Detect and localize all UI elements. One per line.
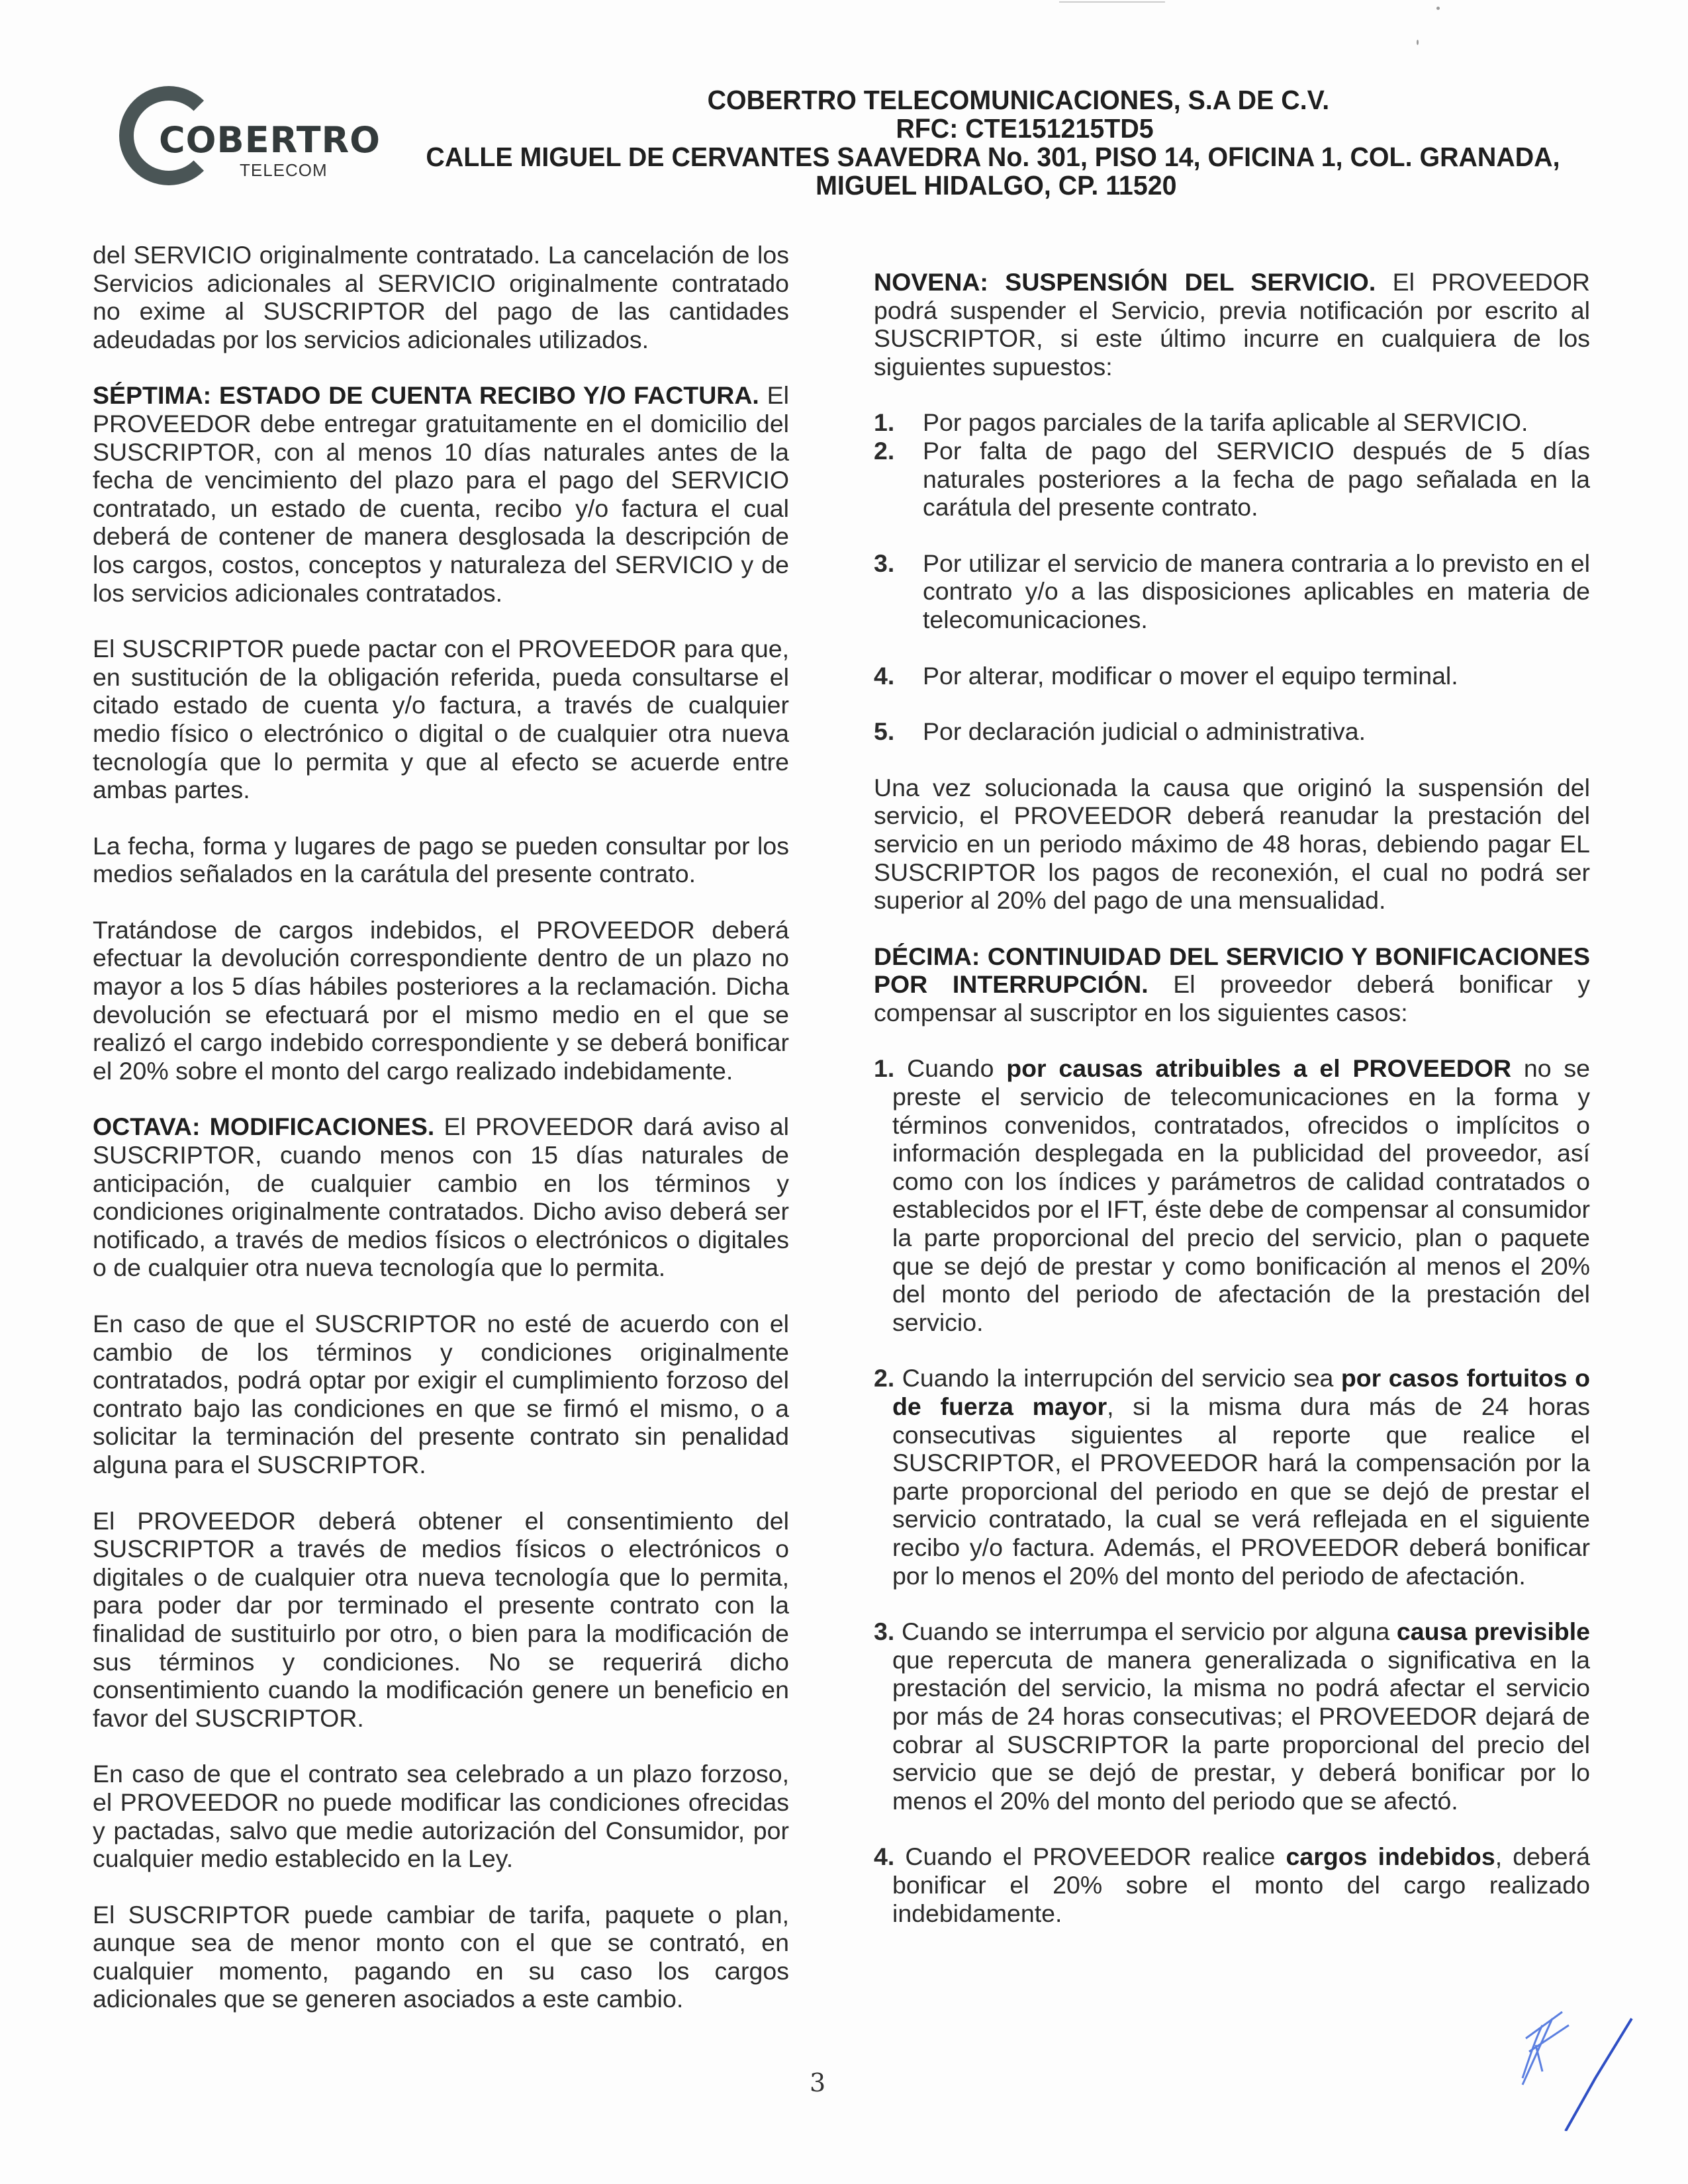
paragraph-consentimiento: El PROVEEDOR deberá obtener el consentimiento del SUSCRIPTOR a través de medios físicos o electrónicos o digitales o de cualquier otra nueva tecnología que lo permita, para poder dar por terminado el presente contrato con la finalidad de sustituirlo por otro, o bien para la modificación de sus términos y condiciones. No se requerirá dicho consentimiento cuando la modificación genere un beneficio en favor del SUSCRIPTOR. [93, 1506, 789, 1732]
letterhead [396, 86, 1591, 200]
suspension-item: 3. Por utilizar el servicio de manera contraria a lo previsto en el contrato y/o a las disposiciones aplicables en materia de telecomunicaciones. [874, 549, 1590, 633]
suspension-item: 2. Por falta de pago del SERVICIO después de 5 días naturales posteriores a la fecha de pago señalada en la carátula del presente contrato. [874, 436, 1590, 522]
suspension-item: 4. Por alterar, modificar o mover el equipo terminal. [874, 661, 1458, 690]
left-column [93, 241, 789, 2041]
logo-sub-text: TELECOM [240, 160, 328, 180]
suspension-list [874, 408, 1590, 745]
signature-initials-icon [1516, 1999, 1648, 2131]
clause-novena [874, 268, 1590, 381]
bonificacion-item: 2. Cuando la interrupción del servicio sea por casos fortuitos o de fuerza mayor, si la misma dura más de 24 horas consecutivas siguientes al reporte que realice el SUSCRIPTOR, el PROVEEDOR hará la compensación por la parte proporcional del periodo en que se dejó de prestar el servicio contratado, la cual se verá reflejada en el siguiente recibo y/o factura. Además, el PROVEEDOR deberá bonificar por lo menos el 20% del monto del periodo de afectación. [874, 1364, 1590, 1590]
scan-speck [1417, 40, 1419, 45]
clause-octava [93, 1113, 789, 1282]
bonificacion-list [874, 1054, 1590, 1927]
bonificacion-item: 3. Cuando se interrumpa el servicio por alguna causa previsible que repercuta de manera generalizada o significativa en la prestación del servicio, la misma no podrá afectar el servicio por más de 24 horas consecutivas; el PROVEEDOR dejará de cobrar al SUSCRIPTOR la parte proporcional del precio del servicio que se dejó de prestar, y deberá bonificar por lo menos el 20% del monto del periodo que se afectó. [874, 1617, 1590, 1815]
company-logo [119, 86, 381, 199]
paragraph-plazo-forzoso: En caso de que el contrato sea celebrado a un plazo forzoso, el PROVEEDOR no puede modificar las condiciones ofrecidas y pactadas, salvo que medie autorización del Consumidor, por cualquier medio establecido en la Ley. [93, 1760, 789, 1873]
clause-decima-title: DÉCIMA: CONTINUIDAD DEL SERVICIO Y BONIFICACIONES POR INTERRUPCIÓN. [874, 942, 1590, 999]
bonificacion-item: 1. Cuando por causas atribuibles a el PROVEEDOR no se preste el servicio de telecomunicaciones en la forma y términos convenidos, contratados, ofrecidos o implícitos o información desplegada en la publicidad del proveedor, así como con los índices y parámetros de calidad contratados o establecidos por el IFT, éste debe de compensar al consumidor la parte proporcional del precio del servicio, plan o paquete que se dejó de prestar y como bonificación al menos el 20% del monto del periodo de afectación de la prestación del servicio. [874, 1054, 1591, 1336]
clause-septima [93, 381, 789, 607]
company-address-line1: CALLE MIGUEL DE CERVANTES SAAVEDRA No. 301, PISO 14, OFICINA 1, COL. GRANADA, [426, 142, 1560, 172]
clause-novena-title: NOVENA: SUSPENSIÓN DEL SERVICIO. [874, 268, 1376, 296]
paragraph-pacto-consulta: El SUSCRIPTOR puede pactar con el PROVEEDOR para que, en sustitución de la obligación referida, pueda consultarse el citado estado de cuenta y/o factura, a través de cualquier medio físico o electrónico o digital o de cualquier otra nueva tecnología que lo permita y que al efecto se acuerde entre ambas partes. [93, 635, 789, 804]
clause-decima-body: El proveedor deberá bonificar y compensar al suscriptor en los siguientes casos: [874, 970, 1590, 1026]
clause-octava-body: El PROVEEDOR dará aviso al SUSCRIPTOR, cuando menos con 15 días naturales de anticipación, de cualquier cambio en los términos y condiciones originalmente contratados. Dicho aviso deberá ser notificado, a través de medios físicos o electrónicos o digitales o de cualquier otra nueva tecnología que lo permita. [93, 1113, 789, 1282]
suspension-item: 1. Por pagos parciales de la tarifa aplicable al SERVICIO. [874, 408, 1528, 437]
suspension-item: 5. Por declaración judicial o administrativa. [874, 717, 1366, 746]
paragraph-cancelacion: del SERVICIO originalmente contratado. La cancelación de los Servicios adicionales al SERVICIO originalmente contratado no exime al SUSCRIPTOR del pago de las cantidades adeudadas por los servicios adicionales utilizados. [93, 241, 789, 353]
logo-brand-text: COBERTRO [159, 119, 381, 161]
clause-decima [874, 942, 1590, 1027]
company-address-line2: MIGUEL HIDALGO, CP. 11520 [816, 170, 1177, 201]
clause-octava-title: OCTAVA: MODIFICACIONES. [93, 1113, 435, 1141]
bonificacion-item: 4. Cuando el PROVEEDOR realice cargos indebidos, deberá bonificar el 20% sobre el monto del cargo realizado indebidamente. [874, 1843, 1590, 1927]
right-column [874, 268, 1590, 1955]
page-number: 3 [810, 2068, 826, 2097]
paragraph-reanudacion: Una vez solucionada la causa que originó la suspensión del servicio, el PROVEEDOR deberá reanudar la prestación del servicio en un periodo máximo de 48 horas, debiendo pagar EL SUSCRIPTOR los pagos de reconexión, el cual no podrá ser superior al 20% del pago de una mensualidad. [874, 773, 1590, 915]
company-name: COBERTRO TELECOMUNICACIONES, S.A DE C.V. [707, 85, 1330, 115]
scan-speck [1436, 7, 1440, 10]
paragraph-lugares-pago: La fecha, forma y lugares de pago se pueden consultar por los medios señalados en la carátula del presente contrato. [93, 831, 789, 888]
paragraph-cargos-indebidos: Tratándose de cargos indebidos, el PROVEEDOR deberá efectuar la devolución correspondiente dentro de un plazo no mayor a los 5 días hábiles posteriores a la reclamación. Dicha devolución se efectuará por el mismo medio en el que se realizó el cargo indebido correspondiente y se deberá bonificar el 20% sobre el monto del cargo realizado indebidamente. [93, 915, 789, 1085]
clause-novena-body: El PROVEEDOR podrá suspender el Servicio, previa notificación por escrito al SUSCRIPTOR, si este último incurre en cualquiera de los siguientes supuestos: [874, 268, 1590, 381]
scan-edge [1059, 1, 1165, 3]
paragraph-desacuerdo: En caso de que el SUSCRIPTOR no esté de acuerdo con el cambio de los términos y condiciones originalmente contratados, podrá optar por exigir el cumplimiento forzoso del contrato bajo las condiciones en que se firmó el mismo, o a solicitar la terminación del presente contrato sin penalidad alguna para el SUSCRIPTOR. [93, 1310, 789, 1479]
clause-septima-title: SÉPTIMA: ESTADO DE CUENTA RECIBO Y/O FACTURA. [93, 381, 759, 410]
paragraph-cambio-tarifa: El SUSCRIPTOR puede cambiar de tarifa, paquete o plan, aunque sea de menor monto con el que se contrató, en cualquier momento, pagando en su caso los cargos adicionales que se generen asociados a este cambio. [93, 1900, 789, 2013]
clause-septima-body: El PROVEEDOR debe entregar gratuitamente en el domicilio del SUSCRIPTOR, con al menos 10 días naturales antes de la fecha de vencimiento del plazo para el pago del SERVICIO contratado, un estado de cuenta, recibo y/o factura el cual deberá de contener de manera desglosada la descripción de los cargos, costos, conceptos y naturaleza del SERVICIO y de los servicios adicionales contratados. [93, 381, 789, 607]
company-rfc: RFC: CTE151215TD5 [896, 113, 1154, 144]
